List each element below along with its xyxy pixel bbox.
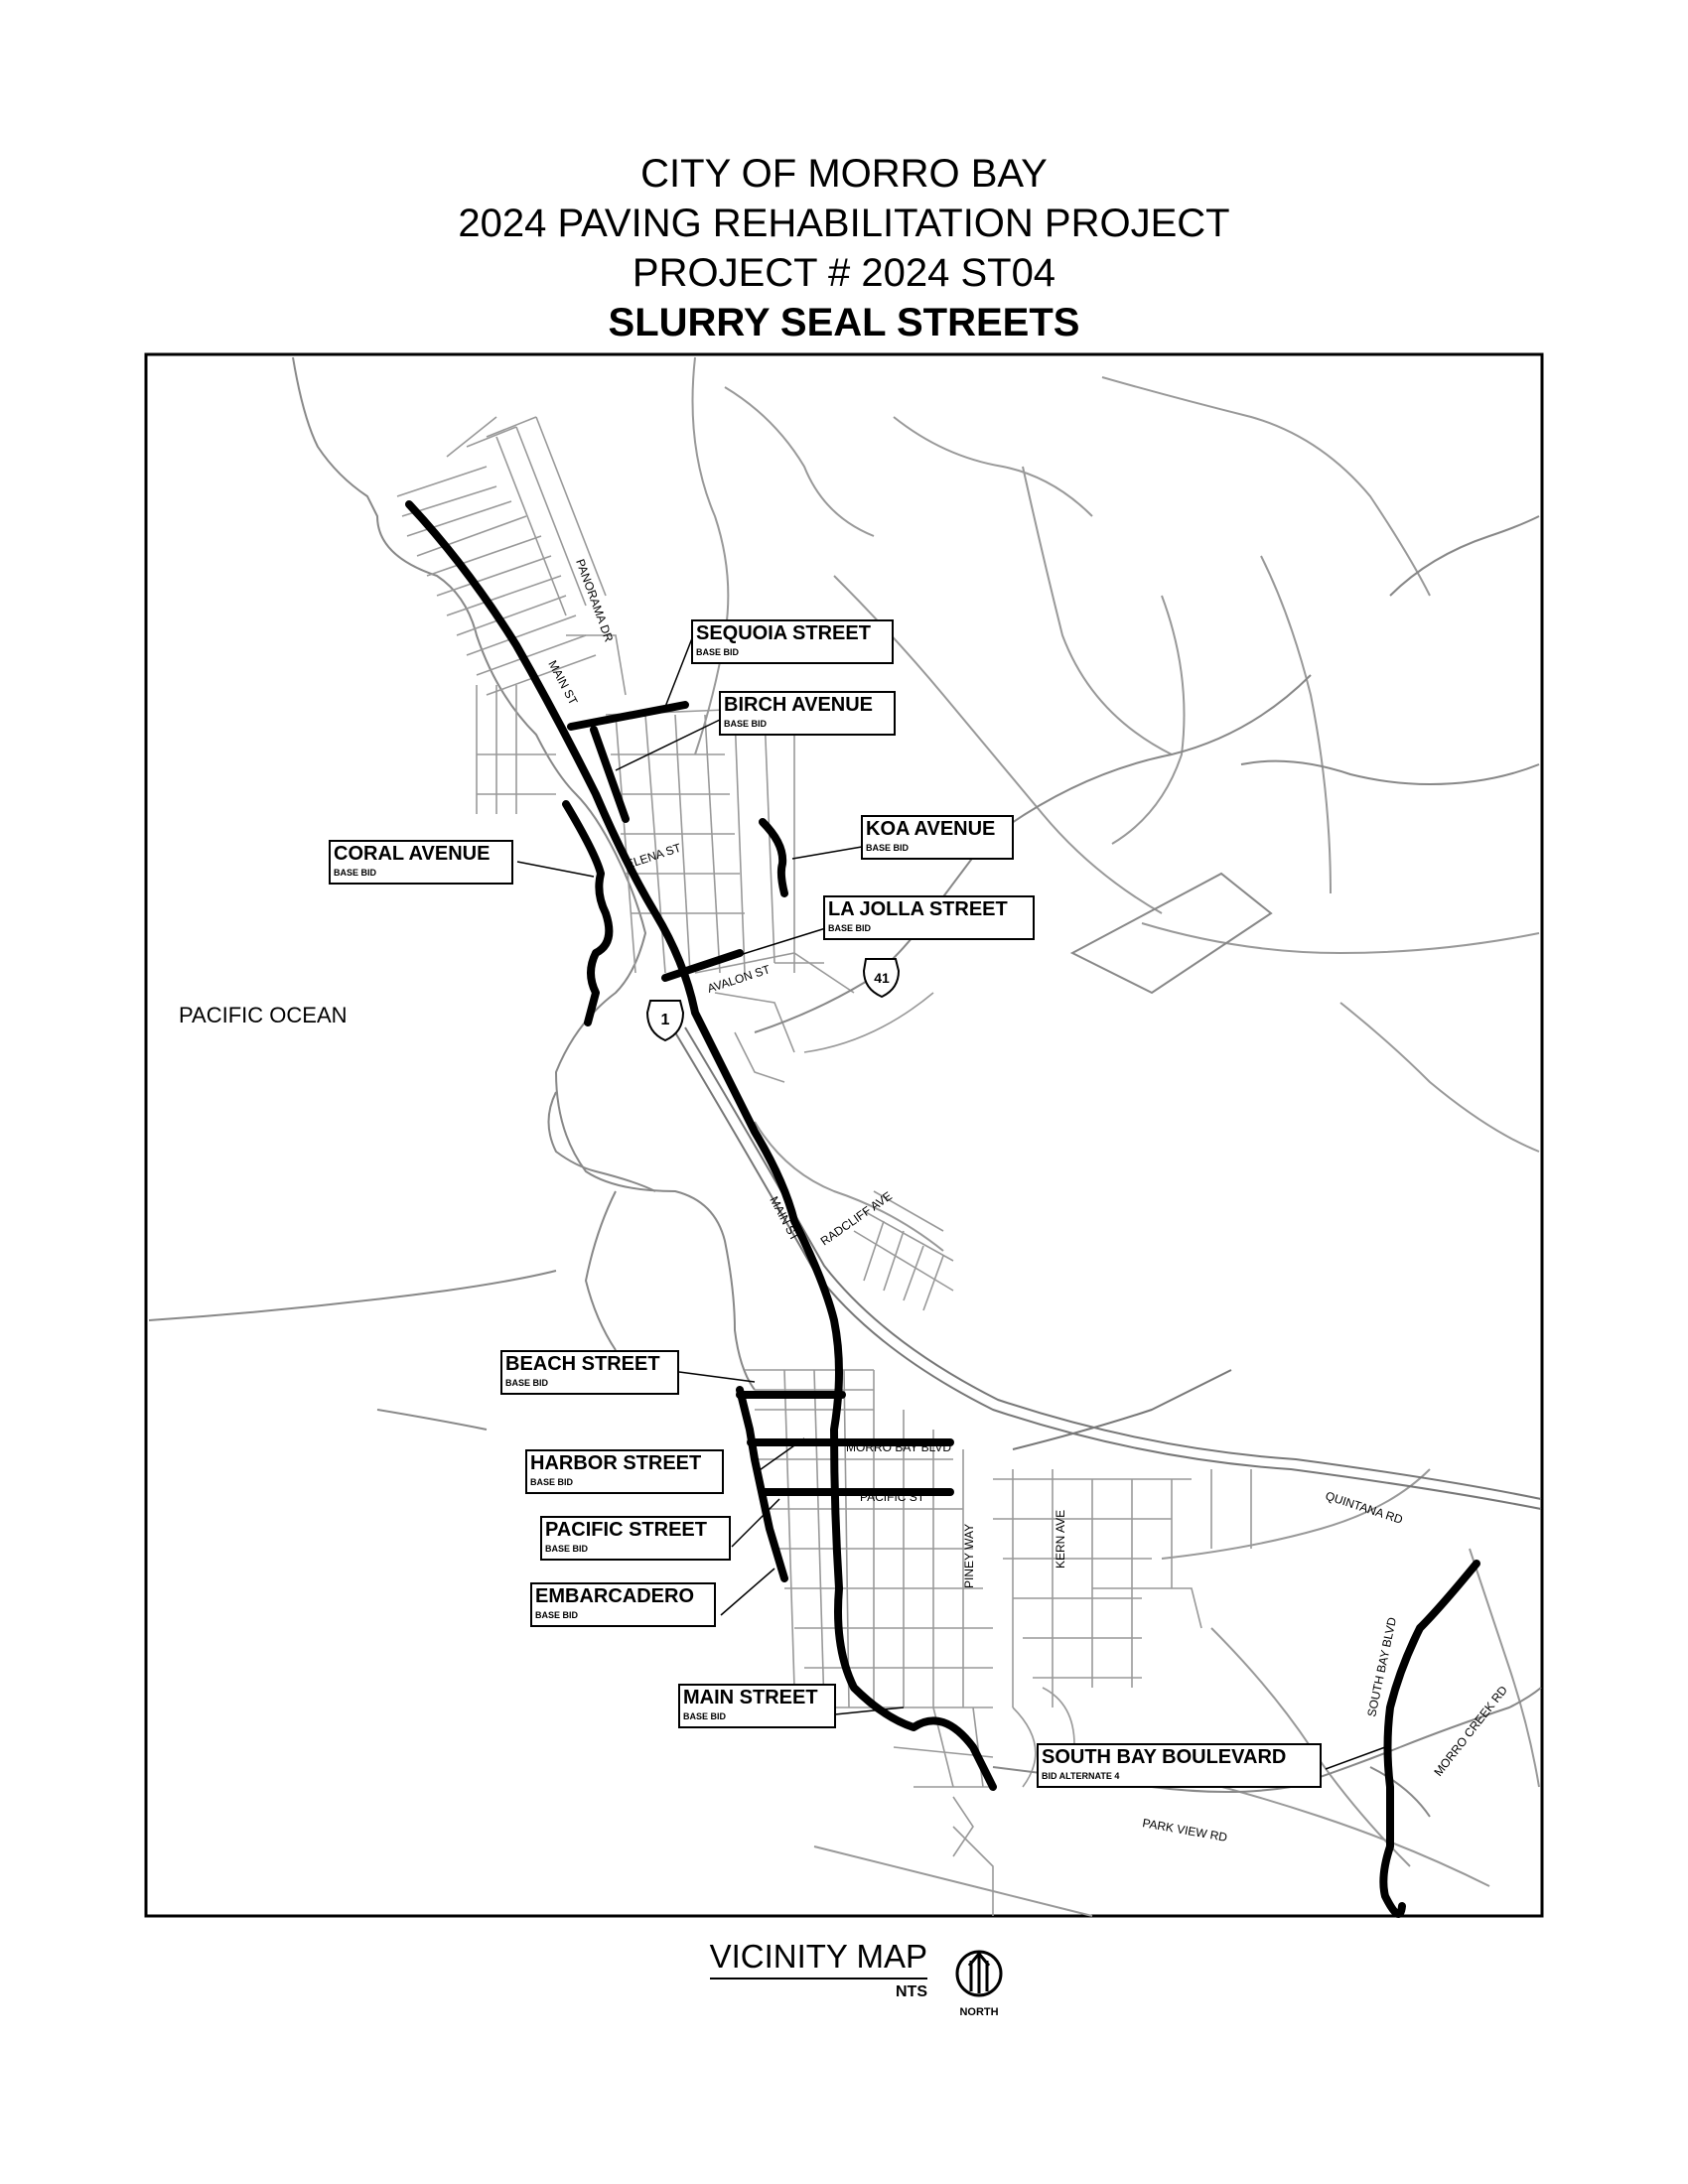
callout-south-bay-boulevard-bid: BID ALTERNATE 4 xyxy=(1042,1771,1120,1781)
callout-pacific-street-name: PACIFIC STREET xyxy=(545,1519,707,1541)
callout-harbor-street xyxy=(526,1450,723,1493)
label-piney-way: PINEY WAY xyxy=(962,1523,976,1588)
north-arrow-icon xyxy=(957,1952,1001,2018)
vicinity-map-title: VICINITY MAP xyxy=(710,1938,927,1979)
street-grid-north xyxy=(397,417,933,1082)
label-park-view-rd: PARK VIEW RD xyxy=(1141,1816,1229,1844)
coastline xyxy=(149,357,755,1430)
label-elena-st: ELENA ST xyxy=(624,840,683,872)
label-kern-ave: KERN AVE xyxy=(1054,1509,1067,1569)
callout-la-jolla-street-bid: BASE BID xyxy=(828,923,872,933)
label-radcliff-ave: RADCLIFF AVE xyxy=(817,1188,895,1249)
callout-birch-avenue xyxy=(720,692,895,735)
hwy-41-road xyxy=(755,516,1539,1032)
callout-south-bay-boulevard-name: SOUTH BAY BOULEVARD xyxy=(1042,1746,1287,1768)
label-main-st-mid: MAIN ST xyxy=(767,1193,802,1244)
callout-pacific-street-bid: BASE BID xyxy=(545,1544,589,1554)
highway-shield-1 xyxy=(647,1001,683,1040)
map-frame xyxy=(146,354,1542,1916)
callout-coral-avenue-bid: BASE BID xyxy=(334,868,377,878)
label-avalon-st: AVALON ST xyxy=(705,962,773,996)
callout-embarcadero-bid: BASE BID xyxy=(535,1610,579,1620)
title-project-number: PROJECT # 2024 ST04 xyxy=(632,251,1056,295)
callout-la-jolla-street-name: LA JOLLA STREET xyxy=(828,898,1008,920)
callout-sequoia-street-name: SEQUOIA STREET xyxy=(696,622,871,644)
title-project: 2024 PAVING REHABILITATION PROJECT xyxy=(458,202,1230,245)
callout-birch-avenue-bid: BASE BID xyxy=(724,719,768,729)
sequoia-street-line xyxy=(571,705,685,727)
callout-main-street xyxy=(679,1685,835,1727)
embarcadero-line xyxy=(740,1390,784,1578)
north-arrow-label: NORTH xyxy=(959,2006,999,2018)
callout-main-street-name: MAIN STREET xyxy=(683,1687,818,1708)
callout-beach-street xyxy=(501,1351,678,1394)
highway-corridor xyxy=(675,1027,1541,1509)
highway-shield-41-number: 41 xyxy=(874,970,890,986)
callout-sequoia-street-bid: BASE BID xyxy=(696,647,740,657)
callout-embarcadero xyxy=(531,1583,715,1626)
label-main-st-north: MAIN ST xyxy=(545,657,581,708)
callout-koa-avenue-name: KOA AVENUE xyxy=(866,818,996,840)
callout-embarcadero-name: EMBARCADERO xyxy=(535,1585,694,1607)
label-south-bay-blvd: SOUTH BAY BLVD xyxy=(1364,1615,1400,1718)
label-pacific-st: PACIFIC ST xyxy=(860,1490,925,1504)
label-morro-creek-rd: MORRO CREEK RD xyxy=(1431,1683,1510,1779)
callout-beach-street-bid: BASE BID xyxy=(505,1378,549,1388)
callout-harbor-street-bid: BASE BID xyxy=(530,1477,574,1487)
callout-main-street-bid: BASE BID xyxy=(683,1711,727,1721)
callout-coral-avenue xyxy=(330,841,512,884)
label-panorama-dr: PANORAMA DR xyxy=(573,557,617,644)
callout-coral-avenue-name: CORAL AVENUE xyxy=(334,843,491,865)
title-slurry-seal: SLURRY SEAL STREETS xyxy=(608,301,1080,344)
label-quintana-rd: QUINTANA RD xyxy=(1324,1488,1405,1527)
callout-sequoia-street xyxy=(692,620,893,663)
callout-boxes xyxy=(330,620,1321,1787)
title-city: CITY OF MORRO BAY xyxy=(640,152,1048,196)
label-morro-bay-blvd: MORRO BAY BLVD xyxy=(846,1440,952,1454)
callout-harbor-street-name: HARBOR STREET xyxy=(530,1452,702,1474)
slurry-seal-streets xyxy=(409,504,1477,1914)
callout-koa-avenue xyxy=(862,816,1013,859)
coral-avenue-line xyxy=(566,804,609,1023)
callout-birch-avenue-name: BIRCH AVENUE xyxy=(724,694,874,716)
terrain-lines xyxy=(693,357,1540,1916)
vicinity-map-caption xyxy=(709,1938,927,2001)
callout-beach-street-name: BEACH STREET xyxy=(505,1353,660,1375)
callout-south-bay-boulevard xyxy=(1038,1744,1321,1787)
callout-koa-avenue-bid: BASE BID xyxy=(866,843,910,853)
callout-pacific-street xyxy=(541,1517,730,1560)
highway-shield-1-number: 1 xyxy=(660,1012,670,1028)
vicinity-map-scale: NTS xyxy=(896,1983,927,2000)
pacific-ocean-label: PACIFIC OCEAN xyxy=(179,1003,348,1027)
highway-shield-41 xyxy=(864,959,899,997)
callout-la-jolla-street xyxy=(824,896,1034,939)
koa-avenue-line xyxy=(763,822,784,893)
